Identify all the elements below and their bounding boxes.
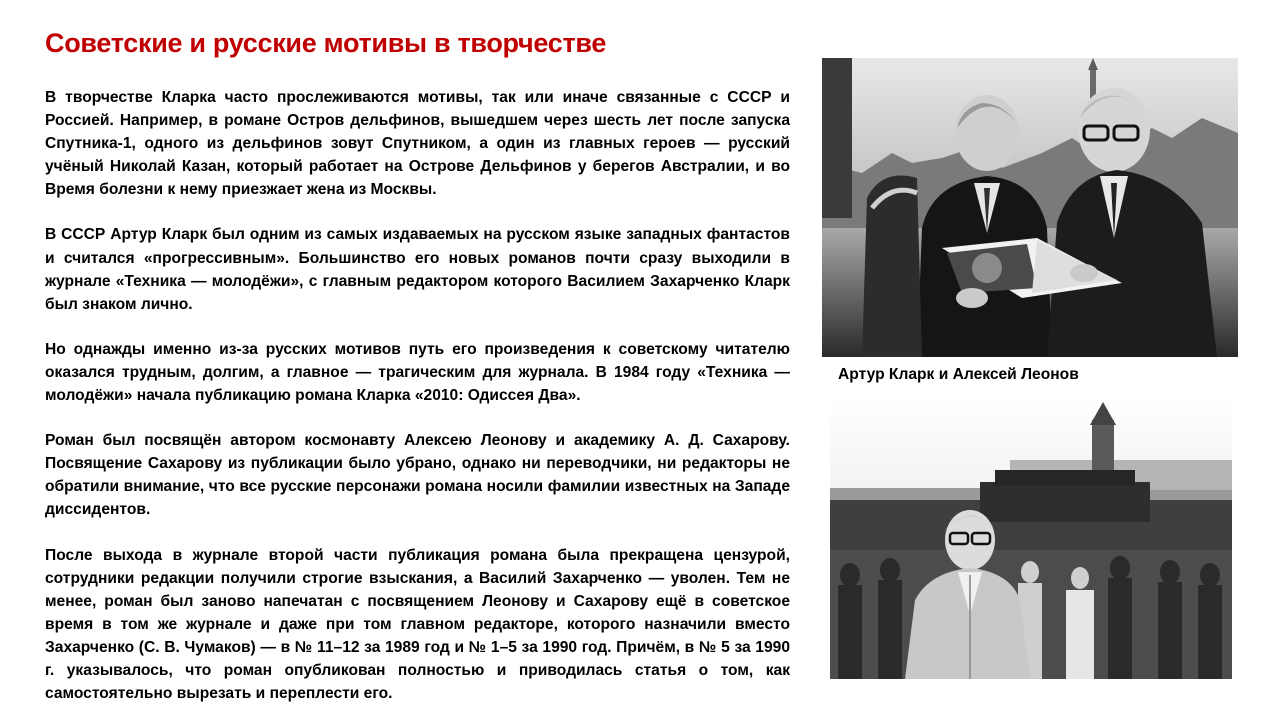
- slide-title: Советские и русские мотивы в творчестве: [45, 28, 607, 58]
- body-text: [45, 86, 790, 705]
- photo-clarke-red-square: [830, 400, 1232, 679]
- paragraph-odyssey: Но однажды именно из-за русских мотивов путь его произведения к советскому читателю оказался трудным, долгим, а главное — трагическим для журнала. В 1984 году «Техника — молодёжи» начала публикацию романа Кларка «2010: Одиссея Два».: [45, 340, 790, 405]
- paragraph-censorship: После выхода в журнале второй части публикация романа была прекращена цензурой, сотрудники редакции получили строгие взыскания, а Василий Захарченко — уволен. Тем не менее, роман был заново напечатан с посвящением Леонову и Сахарову ещё в советское время в том же журнале и даже при том главном редакторе, которого назначили вместо Захарченко (С. В. Чумаков) — в № 11–12 за 1989 год и № 1–5 за 1990 год. Причём, в № 5 за 1990 г. указывалось, что роман опубликован полностью и приводилась статья о том, как самостоятельно вырезать и переплести его.: [45, 546, 790, 703]
- paragraph-publishing: В СССР Артур Кларк был одним из самых издаваемых на русском языке западных фантастов и считался «прогрессивным». Большинство его новых романов почти сразу выходили в журнале «Техника — молодёжи», с главным редактором которого Василием Захарченко Кларк был знаком лично.: [45, 226, 790, 313]
- photo-clarke-leonov: [822, 58, 1238, 357]
- paragraph-dedication: Роман был посвящён автором космонавту Алексею Леонову и академику А. Д. Сахарову. Посвящение Сахарову из публикации было убрано, однако ни переводчики, ни редакторы не обратили внимание, что все русские персонажи романа носили фамилии известных на Западе диссидентов.: [45, 432, 790, 519]
- photo-caption: Артур Кларк и Алексей Леонов: [838, 366, 1079, 383]
- paragraph-ussr-motifs: В творчестве Кларка часто прослеживаются мотивы, так или иначе связанные с СССР и Россией. Например, в романе Остров дельфинов, вышедшем через шесть лет после запуска Спутника-1, одного из дельфинов зовут Спутником, а один из главных героев — русский учёный Николай Казан, который работает на Острове Дельфинов у берегов Австралии, и во Время болезни к нему приезжает жена из Москвы.: [45, 89, 790, 199]
